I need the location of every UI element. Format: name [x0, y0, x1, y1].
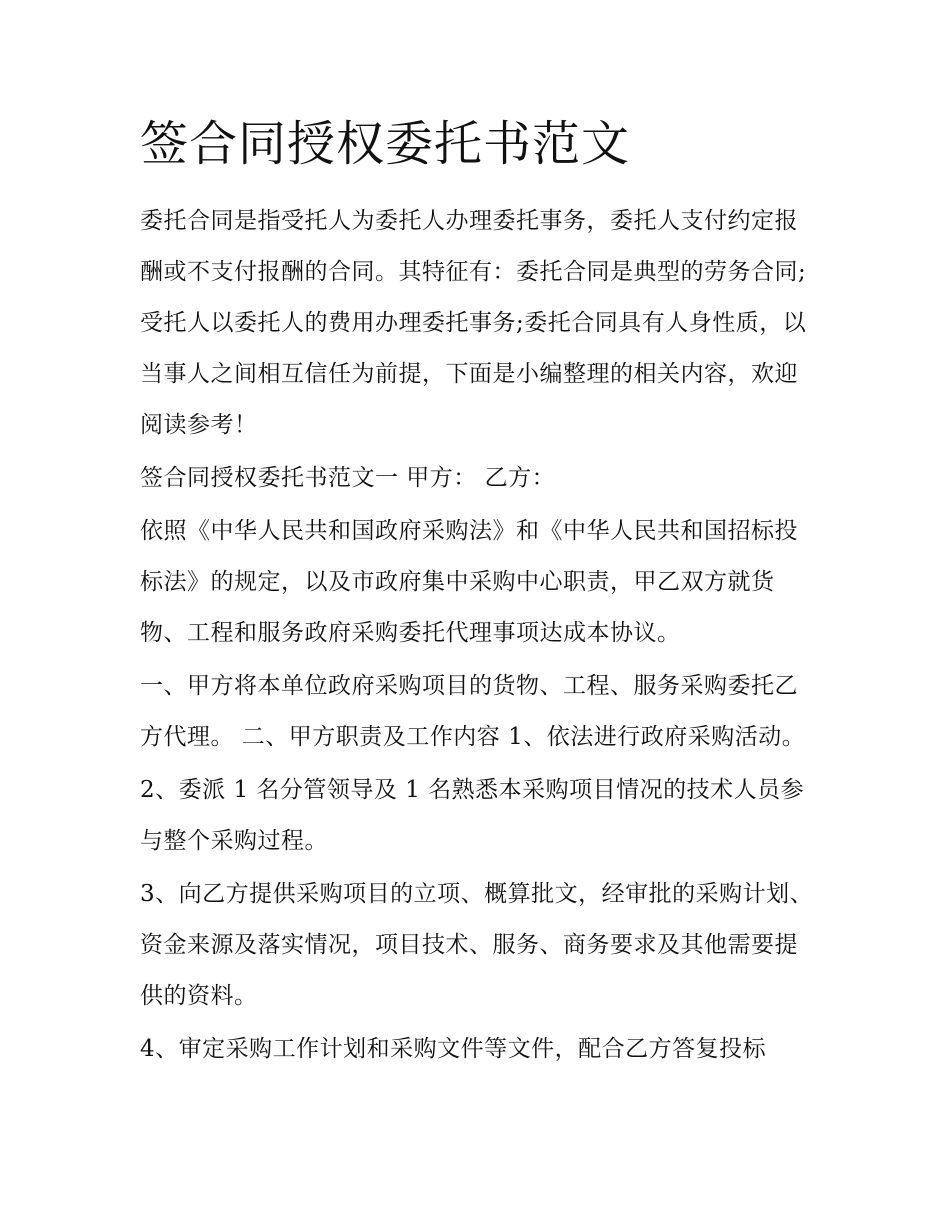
- document-title: 签合同授权委托书范文: [140, 116, 631, 172]
- paragraph-clause-1: 一、甲方将本单位政府采购项目的货物、工程、服务采购委托乙方代理。 二、甲方职责及工作内容 1、依法进行政府采购活动。: [140, 673, 806, 750]
- paragraph-intro: 委托合同是指受托人为委托人办理委托事务，委托人支付约定报酬或不支付报酬的合同。其特征有：委托合同是典型的劳务合同;受托人以委托人的费用办理委托事务;委托合同具有人身性质，以当事人之间相互信任为前提，下面是小编整理的相关内容，欢迎阅读参考！: [140, 208, 807, 438]
- paragraph-clause-2: 2、委派 1 名分管领导及 1 名熟悉本采购项目情况的技术人员参与整个采购过程。: [140, 777, 805, 854]
- paragraph-clause-4: 4、审定采购工作计划和采购文件等文件，配合乙方答复投标: [140, 1036, 767, 1062]
- paragraph-clause-3: 3、向乙方提供采购项目的立项、概算批文，经审批的采购计划、资金来源及落实情况，项目技术、服务、商务要求及其他需要提供的资料。: [140, 881, 814, 1009]
- paragraph-sample-heading: 签合同授权委托书范文一 甲方： 乙方：: [140, 465, 556, 491]
- document-body: [140, 196, 820, 1077]
- paragraph-legal-basis: 依照《中华人民共和国政府采购法》和《中华人民共和国招标投标法》的规定，以及市政府集中采购中心职责，甲乙双方就货物、工程和服务政府采购委托代理事项达成本协议。: [140, 518, 798, 646]
